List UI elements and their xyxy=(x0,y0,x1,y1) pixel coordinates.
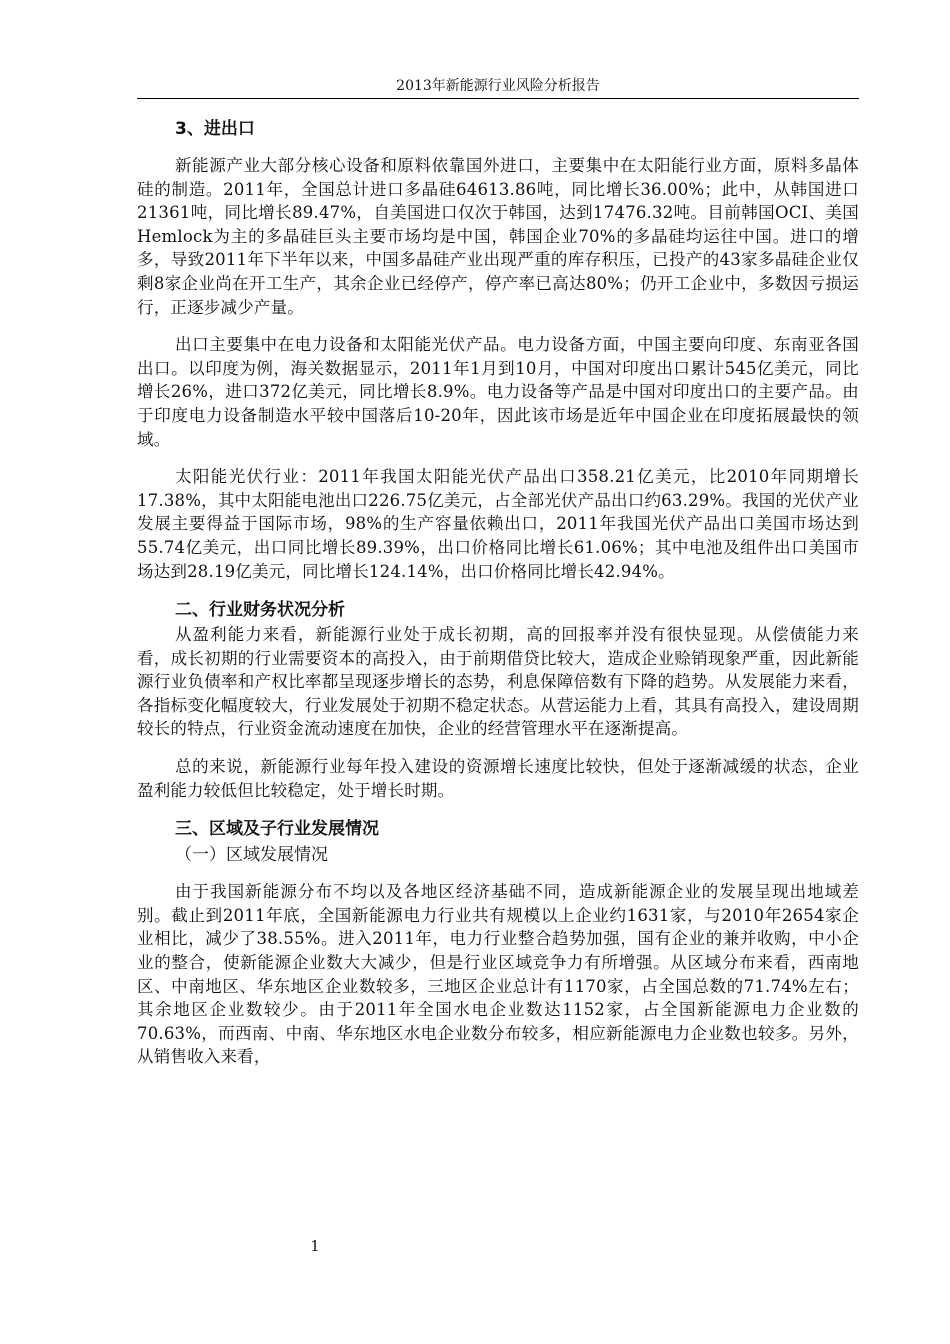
section-heading-region: 三、区域及子行业发展情况 xyxy=(175,819,379,840)
paragraph-imports: 新能源产业大部分核心设备和原料依靠国外进口，主要集中在太阳能行业方面，原料多晶体硅的制造。2011年，全国总计进口多晶硅64613.86吨，同比增长36.00%；此中，从韩国进口21361吨，同比增长89.47%，自美国进口仅次于韩国，达到17476.32吨。目前韩国OCI、美国Hemlock为主的多晶硅巨头主要市场均是中国，韩国企业70%的多晶硅均运往中国。进口的增多，导致2011年下半年以来，中国多晶硅产业出现严重的库存积压，已投产的43家多晶硅企业仅剩8家企业尚在开工生产，其余企业已经停产，停产率已高达80%；仍开工企业中，多数因亏损运行，正逐步减少产量。 xyxy=(137,156,859,317)
paragraph-exports: 出口主要集中在电力设备和太阳能光伏产品。电力设备方面，中国主要向印度、东南亚各国出口。以印度为例，海关数据显示，2011年1月到10月，中国对印度出口累计545亿美元，同比增长26%，进口372亿美元，同比增长8.9%。电力设备等产品是中国对印度出口的主要产品。由于印度电力设备制造水平较中国落后10-20年，因此该市场是近年中国企业在印度拓展最快的领域。 xyxy=(137,335,859,449)
page-header xyxy=(137,76,859,99)
section-heading-import-export: 3、进出口 xyxy=(175,119,255,139)
paragraph-finance-analysis: 从盈利能力来看，新能源行业处于成长初期，高的回报率并没有很快显现。从偿债能力来看，成长初期的行业需要资本的高投入，由于前期借贷比较大，造成企业赊销现象严重，因此新能源行业负债率和产权比率都呈现逐步增长的态势，利息保障倍数有下降的趋势。从发展能力来看，各指标变化幅度较大，行业发展处于初期不稳定状态。从营运能力上看，其具有高投入，建设周期较长的特点，行业资金流动速度在加快，企业的经营管理水平在逐渐提高。 xyxy=(137,625,859,739)
sub-heading-region-development: （一）区域发展情况 xyxy=(175,845,328,866)
report-title: 2013年新能源行业风险分析报告 xyxy=(396,78,600,94)
page-number: 1 xyxy=(310,1237,320,1255)
section-heading-finance: 二、行业财务状况分析 xyxy=(175,600,345,621)
paragraph-solar-pv: 太阳能光伏行业：2011年我国太阳能光伏产品出口358.21亿美元，比2010年同期增长17.38%，其中太阳能电池出口226.75亿美元，占全部光伏产品出口约63.29%。我国的光伏产业发展主要得益于国际市场，98%的生产容量依赖出口，2011年我国光伏产品出口美国市场达到55.74亿美元，出口同比增长89.39%，出口价格同比增长61.06%；其中电池及组件出口美国市场达到28.19亿美元，同比增长124.14%，出口价格同比增长42.94%。 xyxy=(137,467,859,581)
paragraph-finance-summary: 总的来说，新能源行业每年投入建设的资源增长速度比较快，但处于逐渐减缓的状态，企业盈利能力较低但比较稳定，处于增长时期。 xyxy=(137,757,859,800)
document-body xyxy=(137,116,859,1069)
paragraph-region-development: 由于我国新能源分布不均以及各地区经济基础不同，造成新能源企业的发展呈现出地域差别。截止到2011年底，全国新能源电力行业共有规模以上企业约1631家，与2010年2654家企业相比，减少了38.55%。进入2011年，电力行业整合趋势加强，国有企业的兼并收购，中小企业的整合，使新能源企业数大大减少，但是行业区域竞争力有所增强。从区域分布来看，西南地区、中南地区、华东地区企业数较多，三地区企业总计有1170家，占全国总数的71.74%左右；其余地区企业数较少。由于2011年全国水电企业数达1152家，占全国新能源电力企业数的70.63%，而西南、中南、华东地区水电企业数分布较多，相应新能源电力企业数也较多。另外，从销售收入来看， xyxy=(137,882,859,1067)
